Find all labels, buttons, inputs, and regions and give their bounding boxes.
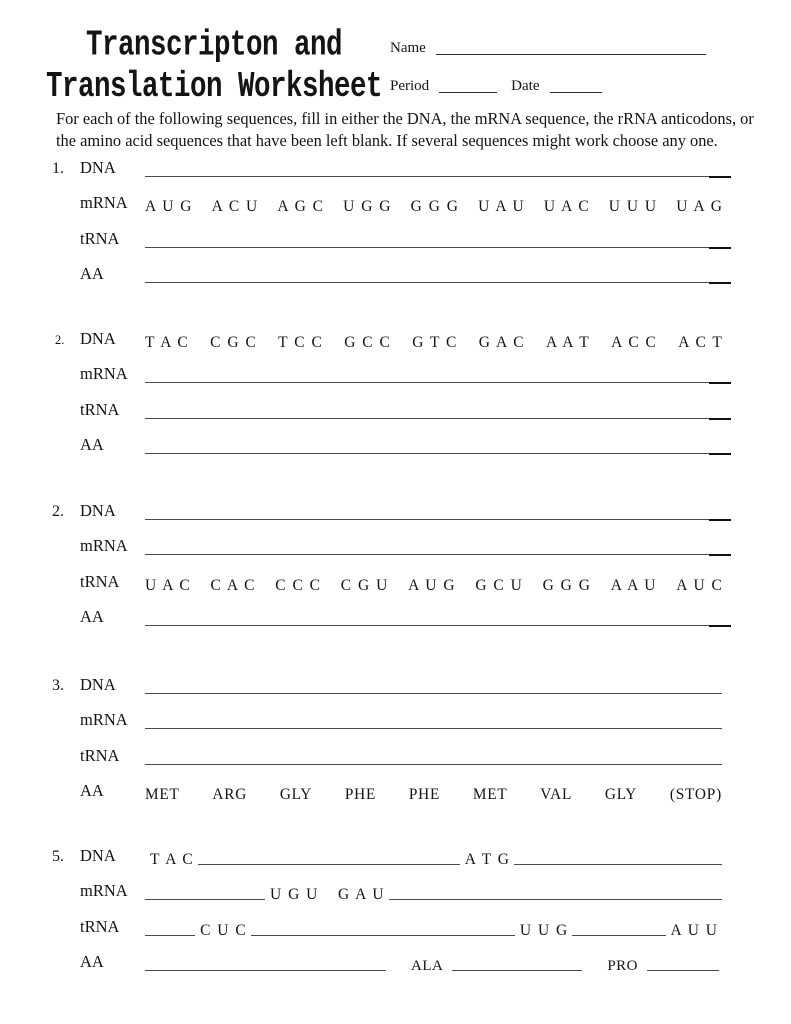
codon: U A G bbox=[676, 198, 722, 215]
sequence-text: U U G bbox=[519, 921, 568, 939]
row-label-trna: tRNA bbox=[80, 228, 120, 248]
codon: G G G bbox=[542, 576, 590, 594]
row-label-dna: DNA bbox=[80, 328, 116, 348]
blank-line bbox=[647, 970, 719, 971]
blank-line bbox=[514, 864, 722, 865]
name-label: Name bbox=[390, 40, 426, 56]
sequence-text: C U C bbox=[200, 921, 246, 939]
question-q1 bbox=[0, 149, 791, 291]
row-content bbox=[145, 492, 722, 528]
name-row bbox=[390, 40, 710, 57]
period-blank-line bbox=[439, 92, 497, 93]
row-aa bbox=[0, 773, 791, 809]
codon: C G C bbox=[210, 333, 256, 351]
row-label-mrna: mRNA bbox=[80, 710, 128, 729]
codon: U A U bbox=[478, 198, 524, 215]
page-title-line2: Translation Worksheet bbox=[45, 67, 383, 108]
sequence-text: A T G bbox=[464, 850, 509, 868]
row-aa bbox=[0, 427, 791, 463]
row-content bbox=[145, 908, 722, 944]
period-label: Period bbox=[390, 78, 430, 94]
blank-line bbox=[145, 247, 722, 248]
codon: G A C bbox=[478, 333, 524, 351]
row-label-dna: DNA bbox=[80, 674, 116, 694]
blank-line bbox=[145, 382, 722, 383]
row-content bbox=[145, 391, 722, 427]
blank-line bbox=[145, 764, 722, 765]
row-trna bbox=[0, 908, 791, 944]
blank-line bbox=[145, 625, 722, 626]
row-content bbox=[145, 149, 722, 185]
date-label: Date bbox=[511, 78, 540, 94]
row-content bbox=[145, 320, 722, 356]
name-blank-line bbox=[436, 54, 706, 55]
blank-line bbox=[145, 728, 722, 729]
codon: G T C bbox=[412, 333, 457, 351]
row-trna bbox=[0, 220, 791, 256]
period-date-row bbox=[390, 78, 710, 95]
row-content bbox=[145, 220, 722, 256]
codon: A U G bbox=[408, 576, 455, 594]
codon: U A C bbox=[543, 198, 589, 215]
codon: A A U bbox=[610, 576, 656, 594]
blank-line bbox=[198, 864, 460, 865]
row-label-trna: tRNA bbox=[80, 571, 120, 591]
blank-line bbox=[389, 899, 722, 900]
row-label-aa: AA bbox=[80, 435, 104, 454]
codon: G C C bbox=[344, 333, 390, 351]
row-aa bbox=[0, 944, 791, 980]
row-label-dna: DNA bbox=[80, 157, 116, 177]
blank-line bbox=[145, 453, 722, 454]
codon: A A T bbox=[545, 333, 589, 351]
row-mrna bbox=[0, 185, 791, 221]
instructions-text: For each of the following sequences, fill in either the DNA, the mRNA sequence, the rRNA anticodons, or the amino acid sequences that have been left blank. If several sequences might work choose any one. bbox=[56, 109, 754, 150]
blank-line bbox=[145, 554, 722, 555]
codon: G G G bbox=[410, 198, 458, 215]
row-content bbox=[145, 737, 722, 773]
blank-line bbox=[145, 899, 265, 900]
question-number: 5. bbox=[52, 847, 64, 865]
page-title bbox=[36, 26, 392, 109]
row-content bbox=[145, 185, 722, 221]
question-number: 2. bbox=[52, 502, 64, 520]
codon: U U U bbox=[608, 198, 657, 215]
row-content bbox=[145, 356, 722, 392]
row-label-mrna: mRNA bbox=[80, 536, 128, 555]
question-q2 bbox=[0, 320, 791, 462]
codon: A G C bbox=[277, 198, 324, 215]
amino-acid-label: PHE bbox=[344, 786, 377, 803]
amino-acid-label: VAL bbox=[540, 786, 573, 803]
amino-acid-label: MET bbox=[145, 786, 180, 803]
blank-line bbox=[145, 970, 386, 971]
amino-acid-label: PHE bbox=[408, 786, 441, 803]
row-label-mrna: mRNA bbox=[80, 364, 128, 383]
row-trna bbox=[0, 391, 791, 427]
question-q3 bbox=[0, 666, 791, 808]
row-mrna bbox=[0, 873, 791, 909]
codon: A C T bbox=[678, 333, 722, 351]
codon: A C U bbox=[211, 198, 258, 215]
blank-line bbox=[145, 282, 722, 283]
question-number: 2. bbox=[55, 332, 65, 347]
codon: C G U bbox=[340, 576, 388, 594]
question-q5 bbox=[0, 837, 791, 979]
row-label-aa: AA bbox=[80, 952, 104, 971]
row-content bbox=[145, 256, 722, 292]
row-label-dna: DNA bbox=[80, 845, 116, 865]
row-aa bbox=[0, 256, 791, 292]
blank-line bbox=[145, 176, 722, 177]
row-label-aa: AA bbox=[80, 264, 104, 283]
question-number: 1. bbox=[52, 159, 64, 177]
codon: G C U bbox=[475, 576, 522, 594]
codon: U A C bbox=[145, 576, 190, 594]
codon: T A C bbox=[145, 333, 188, 351]
row-dna bbox=[0, 149, 791, 185]
row-content bbox=[145, 427, 722, 463]
amino-acid-label: ARG bbox=[212, 786, 248, 803]
codon: C A C bbox=[210, 576, 255, 594]
row-content bbox=[145, 837, 722, 873]
row-dna bbox=[0, 320, 791, 356]
page-title-line1: Transcripton and bbox=[85, 26, 343, 67]
row-label-mrna: mRNA bbox=[80, 193, 128, 212]
row-mrna bbox=[0, 702, 791, 738]
blank-line bbox=[145, 935, 195, 936]
row-content bbox=[145, 599, 722, 635]
row-trna bbox=[0, 737, 791, 773]
sequence-text: PRO bbox=[607, 958, 639, 974]
sequence-text: A U U bbox=[670, 921, 717, 939]
row-content bbox=[145, 773, 722, 809]
row-mrna bbox=[0, 528, 791, 564]
codon: T C C bbox=[278, 333, 322, 351]
codon: A U C bbox=[676, 576, 722, 594]
row-dna bbox=[0, 666, 791, 702]
sequence-text: U G U G A U bbox=[270, 886, 384, 903]
blank-line bbox=[452, 970, 582, 971]
row-aa bbox=[0, 599, 791, 635]
row-dna bbox=[0, 837, 791, 873]
blank-line bbox=[145, 519, 722, 520]
row-content bbox=[145, 563, 722, 599]
row-label-aa: AA bbox=[80, 607, 104, 626]
sequence-text: T A C bbox=[150, 850, 193, 868]
row-trna bbox=[0, 563, 791, 599]
row-content bbox=[145, 666, 722, 702]
codon: A C C bbox=[611, 333, 656, 351]
amino-acid-label: (STOP) bbox=[669, 786, 722, 803]
amino-acid-label: MET bbox=[472, 786, 508, 803]
row-label-trna: tRNA bbox=[80, 916, 120, 936]
row-label-aa: AA bbox=[80, 781, 104, 800]
date-blank-line bbox=[550, 92, 602, 93]
sequence-text: ALA bbox=[411, 958, 444, 974]
codon: U G G bbox=[343, 198, 391, 215]
question-q2-duplicate bbox=[0, 492, 791, 634]
blank-line bbox=[145, 418, 722, 419]
codon: C C C bbox=[275, 576, 321, 594]
codon: A U G bbox=[145, 198, 192, 215]
blank-line bbox=[145, 693, 722, 694]
row-content bbox=[145, 944, 722, 980]
blank-line bbox=[251, 935, 515, 936]
row-content bbox=[145, 702, 722, 738]
row-label-trna: tRNA bbox=[80, 399, 120, 419]
row-content bbox=[145, 873, 722, 909]
amino-acid-label: GLY bbox=[279, 786, 313, 803]
row-dna bbox=[0, 492, 791, 528]
row-label-dna: DNA bbox=[80, 500, 116, 520]
question-number: 3. bbox=[52, 676, 64, 694]
blank-line bbox=[572, 935, 665, 936]
row-label-mrna: mRNA bbox=[80, 881, 128, 900]
row-content bbox=[145, 528, 722, 564]
row-label-trna: tRNA bbox=[80, 745, 120, 765]
row-mrna bbox=[0, 356, 791, 392]
amino-acid-label: GLY bbox=[604, 786, 638, 803]
